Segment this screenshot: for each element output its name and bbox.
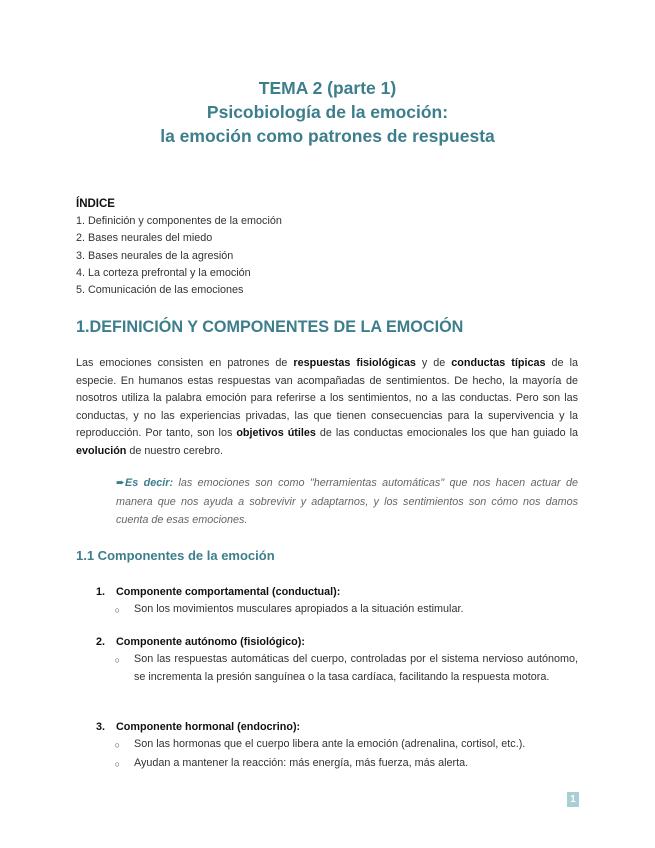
- intro-paragraph: [76, 355, 578, 461]
- toc-item: 3. Bases neurales de la agresión: [76, 249, 234, 262]
- bullet-text: Son los movimientos musculares apropiados a la situación estimular.: [134, 603, 464, 615]
- text-run: Las emociones consisten en patrones de: [76, 357, 294, 369]
- component-item: [96, 584, 578, 620]
- hollow-bullet-icon: ○: [114, 758, 120, 769]
- component-title: [96, 634, 578, 651]
- text-run: y de: [415, 357, 452, 369]
- toc-heading: ÍNDICE: [76, 198, 115, 210]
- component-bullet: [96, 755, 578, 774]
- component-title: [96, 584, 578, 601]
- component-number: 3.: [96, 721, 106, 733]
- text-run: de la especie. En humanos estas respuestas van acompañadas de sentimientos. De hecho, la mayoría de nosotros utiliza la palabra emoción para referirse a los sentimientos, no a las conductas. Pero son las conductas, y no las experiencias privadas, las que tienen consecuencias para la supervivencia y la reproducción. Por tanto, son los: [76, 357, 578, 440]
- component-number: 1.: [96, 586, 106, 598]
- bold-run: respuestas fisiológicas: [293, 357, 416, 369]
- section-1-heading: 1.DEFINICIÓN Y COMPONENTES DE LA EMOCIÓN: [76, 318, 464, 336]
- component-bullet: [96, 651, 578, 686]
- toc-item: 1. Definición y componentes de la emoción: [76, 215, 282, 227]
- component-title-text: Componente autónomo (fisiológico):: [116, 636, 305, 648]
- component-title: [96, 719, 578, 736]
- component-title-text: Componente comportamental (conductual):: [116, 586, 341, 598]
- bullet-text: Son las respuestas automáticas del cuerpo, controladas por el sistema nervioso autónomo, se incrementa la presión sanguínea o la tasa cardíaca, facilitando la respuesta motora.: [134, 653, 578, 683]
- component-number: 2.: [96, 636, 106, 648]
- text-run: de las conductas emocionales los que han guiado la: [315, 427, 578, 440]
- bold-run: evolución: [76, 444, 127, 457]
- document-title: [0, 76, 655, 148]
- component-bullet: [96, 601, 578, 620]
- bullet-text: Ayudan a mantener la reacción: más energía, más fuerza, más alerta.: [134, 756, 469, 769]
- toc-item: 4. La corteza prefrontal y la emoción: [76, 266, 251, 279]
- component-item: [96, 634, 578, 686]
- quote-lead: ➨Es decir:: [116, 477, 174, 489]
- subsection-1-1-heading: 1.1 Componentes de la emoción: [76, 548, 275, 563]
- page-number: 1: [567, 792, 579, 807]
- table-of-contents: [76, 196, 576, 299]
- component-item: [96, 719, 578, 773]
- hollow-bullet-icon: ○: [114, 605, 120, 615]
- quote-text: las emociones son como "herramientas automáticas" que nos hacen actuar de manera que nos ayuda a sobrevivir y adaptarnos, y los sentimientos son cómo nos damos cuenta de esas emociones.: [116, 477, 578, 526]
- bold-run: conductas típicas: [451, 357, 546, 369]
- title-line-1: TEMA 2 (parte 1): [258, 78, 397, 98]
- toc-item: 5. Comunicación de las emociones: [76, 284, 244, 297]
- summary-quote: [116, 474, 578, 530]
- toc-item: 2. Bases neurales del miedo: [76, 232, 213, 245]
- hollow-bullet-icon: ○: [114, 655, 120, 665]
- bold-run: objetivos útiles: [236, 427, 316, 440]
- title-line-3: la emoción como patrones de respuesta: [160, 126, 495, 146]
- component-title-text: Componente hormonal (endocrino):: [116, 721, 301, 733]
- bullet-text: Son las hormonas que el cuerpo libera ante la emoción (adrenalina, cortisol, etc.).: [134, 738, 526, 750]
- hollow-bullet-icon: ○: [114, 740, 120, 750]
- text-run: de nuestro cerebro.: [126, 444, 224, 457]
- component-bullet: [96, 736, 578, 755]
- title-line-2: Psicobiología de la emoción:: [206, 102, 449, 122]
